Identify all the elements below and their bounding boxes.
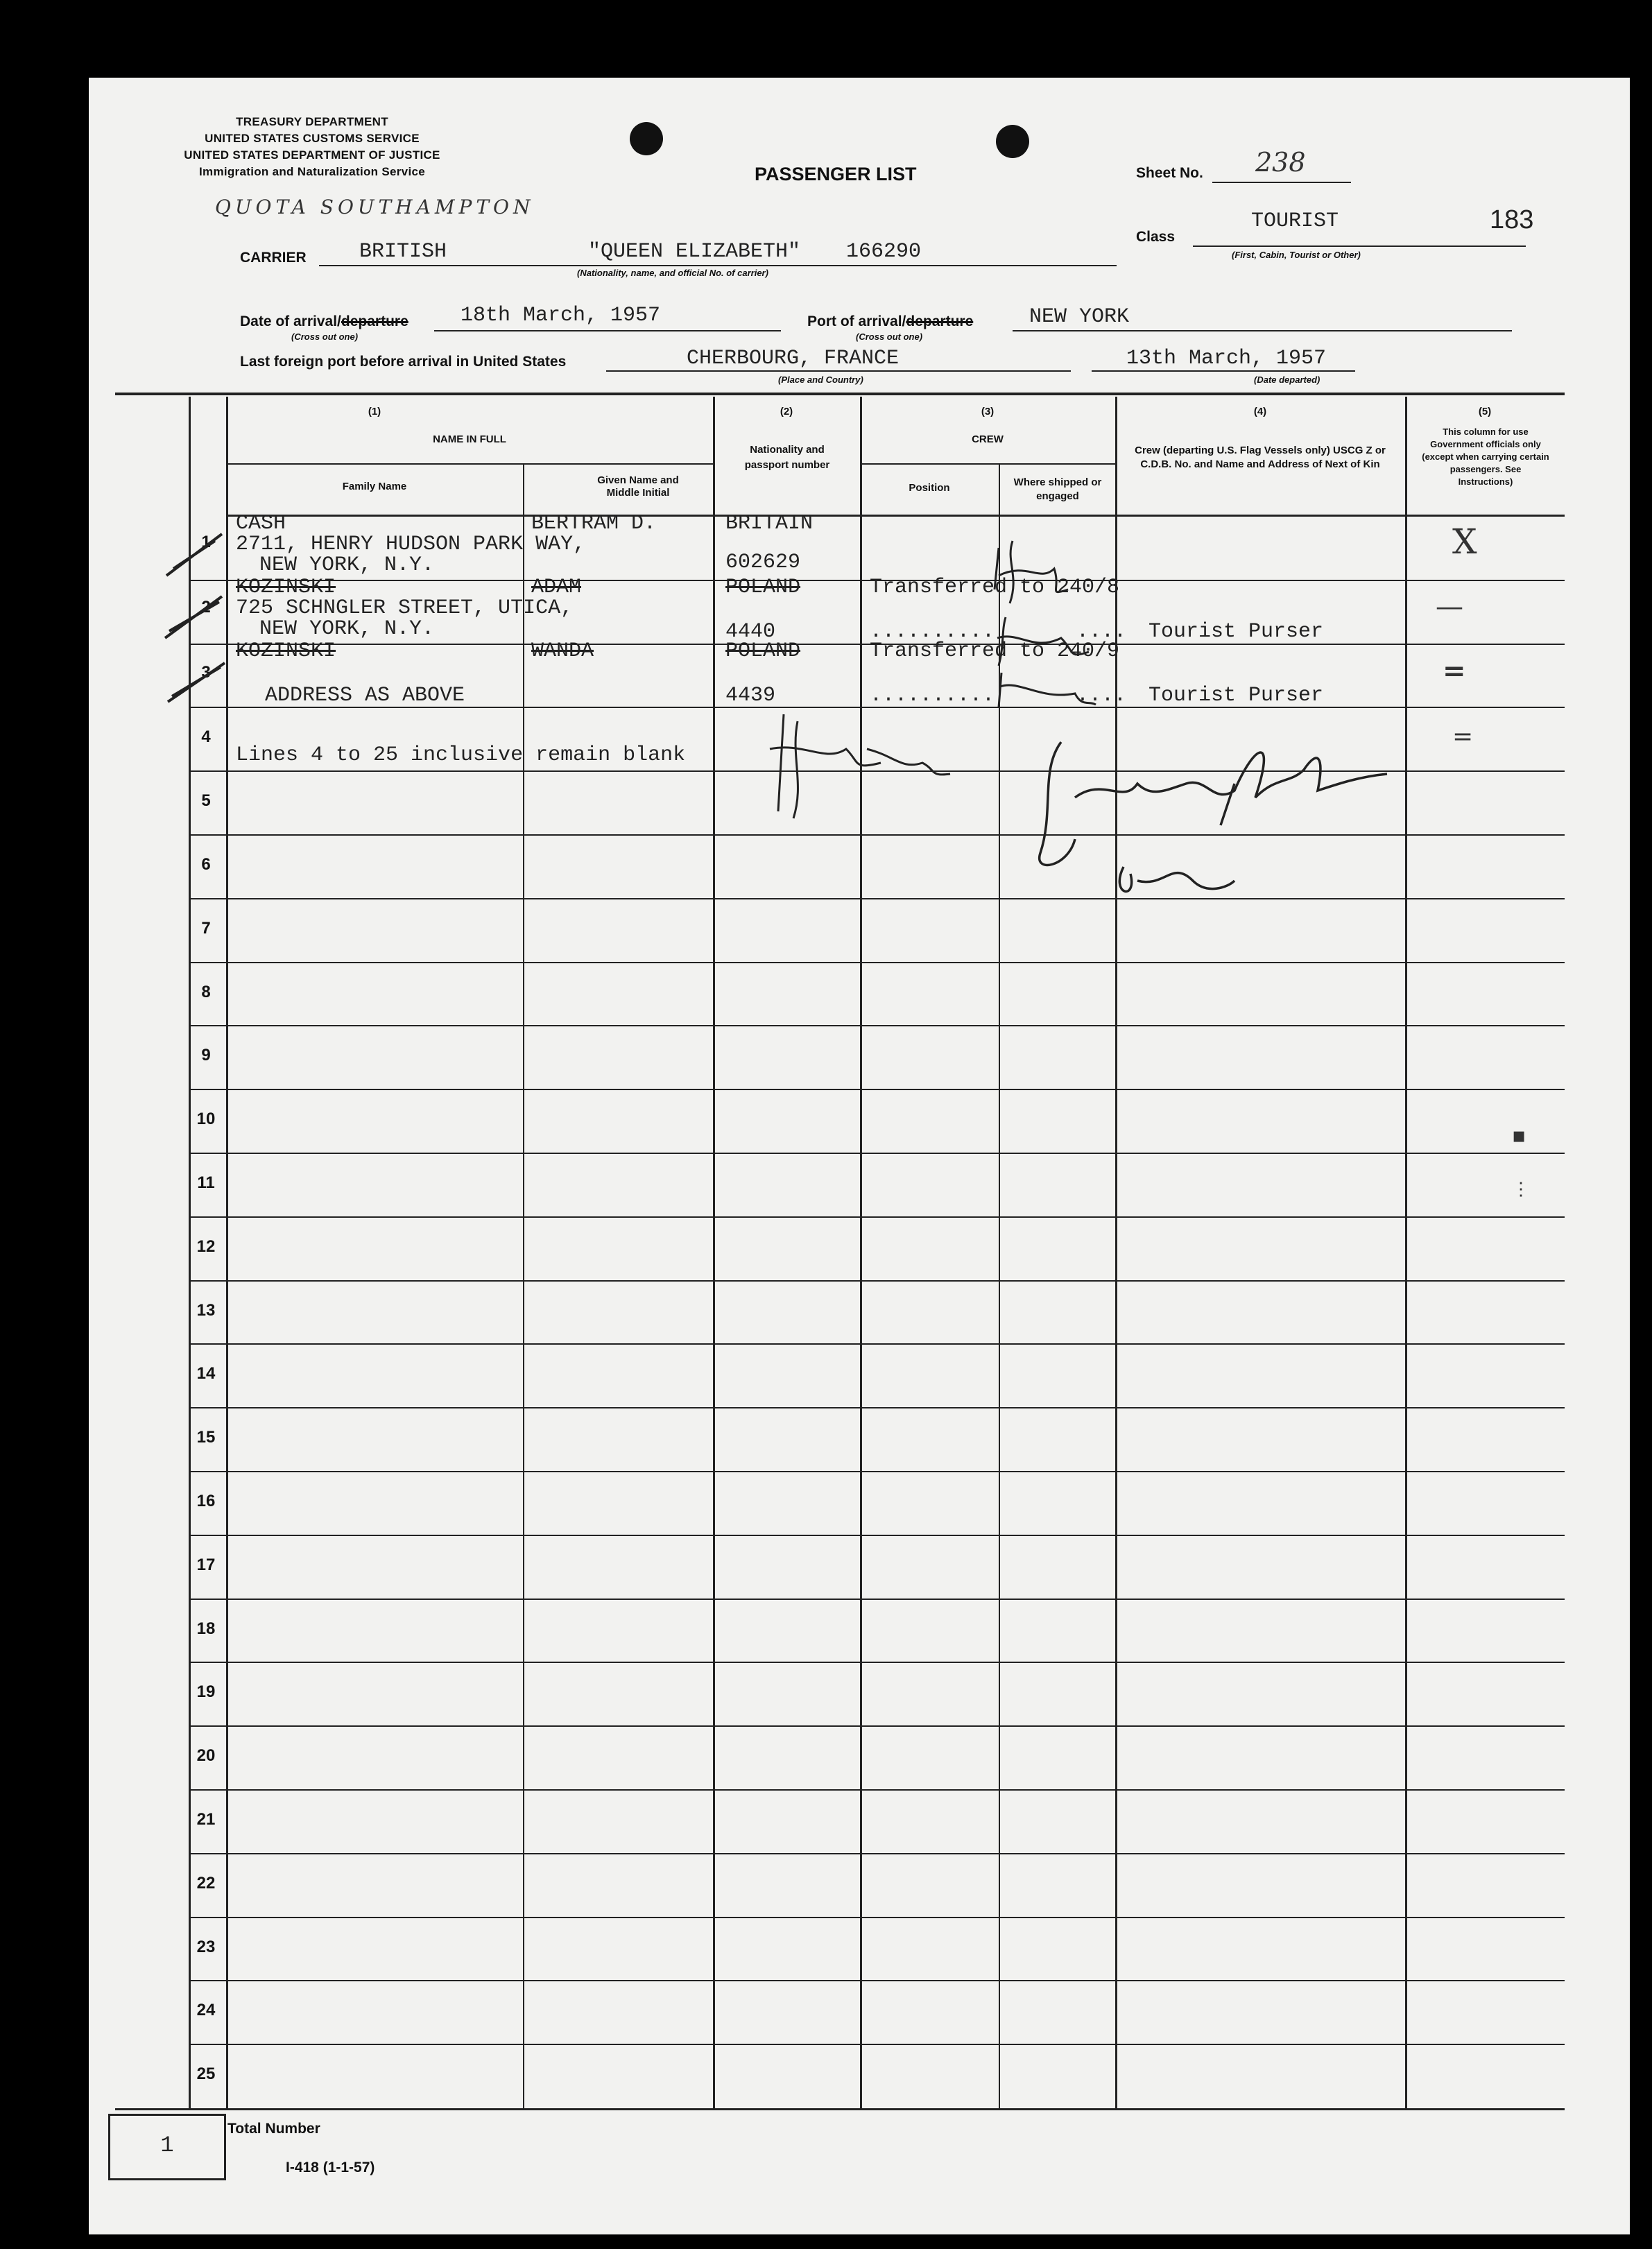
row-divider (189, 1343, 1565, 1345)
agency-line-3: UNITED STATES DEPARTMENT OF JUSTICE (184, 148, 440, 162)
entry3-passport: 4439 (725, 684, 776, 707)
arrival-date-label: Date of arrival/departure (240, 313, 408, 329)
col1-number: (1) (368, 406, 381, 417)
entry1-official-mark: X (1452, 522, 1477, 562)
agency-line-2: UNITED STATES CUSTOMS SERVICE (205, 132, 420, 145)
entry2-position: Transferred to 240/8 (870, 576, 1120, 599)
class-caption: (First, Cabin, Tourist or Other) (1232, 250, 1361, 260)
agency-line-4: Immigration and Naturalization Service (199, 165, 425, 178)
row-divider (189, 1917, 1565, 1918)
entry2-official-mark: — (1436, 591, 1463, 623)
table-top-rule (115, 393, 1565, 395)
form-title: PASSENGER LIST (755, 164, 917, 184)
row-divider (189, 2044, 1565, 2045)
handwritten-initials-col2 (763, 707, 957, 825)
entry3-official-mark: = (1443, 655, 1466, 687)
grid-hline (226, 463, 713, 465)
col1-title: NAME IN FULL (433, 433, 506, 445)
handwritten-quota-note: QUOTA SOUTHAMPTON (215, 196, 535, 218)
entry3-nationality: POLAND (725, 639, 801, 663)
grid-hline (226, 515, 1565, 517)
row-number: 15 (196, 1428, 216, 1447)
departure-date-underline (1092, 370, 1355, 372)
carrier-number: 166290 (846, 240, 922, 264)
class-underline (1193, 245, 1526, 247)
col2-title: Nationality and passport number (744, 444, 830, 471)
col3-title: CREW (972, 433, 1004, 445)
margin-mark: ⋮ (1512, 1179, 1530, 1200)
row-divider (189, 1471, 1565, 1472)
row-number: 14 (196, 1364, 216, 1383)
carrier-name: "QUEEN ELIZABETH" (588, 240, 801, 264)
row-divider (189, 1089, 1565, 1090)
entry1-nationality: BRITAIN (725, 512, 814, 535)
row-number: 7 (201, 919, 211, 938)
entry3-dots: .......... (870, 684, 995, 707)
row-number: 6 (201, 855, 211, 874)
carrier-label: CARRIER (240, 250, 307, 266)
row-number: 22 (196, 1874, 216, 1893)
entry2-dots: .......... (870, 620, 995, 644)
purser-initials-signatures (985, 534, 1103, 714)
last-port-value: CHERBOURG, FRANCE (687, 347, 900, 370)
entry3-address1: ADDRESS AS ABOVE (265, 684, 465, 707)
col-where-shipped: Where shipped or engaged (1013, 476, 1102, 502)
row-number: 16 (196, 1492, 216, 1510)
class-value: TOURIST (1251, 209, 1339, 233)
last-port-caption: (Place and Country) (778, 374, 863, 385)
margin-mark: ▪ (1512, 1123, 1526, 1148)
col4-title: Crew (departing U.S. Flag Vessels only) USCG Z or C.D.B. No. and Name and Address of Next of Kin (1135, 445, 1386, 470)
officer-signature (1026, 714, 1415, 908)
entry2-nationality: POLAND (725, 576, 801, 599)
last-port-label: Last foreign port before arrival in United States (240, 354, 567, 370)
row4-official-mark: = (1452, 723, 1474, 751)
departure-date-value: 13th March, 1957 (1126, 347, 1327, 370)
row-number: 24 (196, 2001, 216, 2019)
row-number: 4 (201, 727, 211, 746)
entry1-address2: NEW YORK, N.Y. (259, 553, 435, 577)
row-number: 10 (196, 1110, 216, 1128)
last-port-underline (606, 370, 1071, 372)
row-number-1: 1 (201, 533, 211, 551)
entry3-given: WANDA (531, 639, 594, 663)
row-number: 21 (196, 1810, 216, 1829)
total-number-label: Total Number (227, 2121, 320, 2137)
col5-title: This column for use Government officials only (except when carrying certain passengers. See Instructions) (1422, 426, 1549, 487)
total-number-box (108, 2114, 226, 2180)
arrival-date-caption: (Cross out one) (291, 331, 359, 342)
sheet-number-label: Sheet No. (1136, 165, 1203, 181)
entry3-dots2: .... (1076, 684, 1127, 707)
row-number: 9 (201, 1046, 211, 1065)
blank-lines-note: Lines 4 to 25 inclusive remain blank (236, 743, 686, 767)
punch-hole-left (630, 122, 663, 155)
entry2-given: ADAM (531, 576, 582, 599)
row-number: 12 (196, 1237, 216, 1256)
row-divider (189, 1025, 1565, 1026)
entry1-given: BERTRAM D. (531, 512, 657, 535)
col5-number: (5) (1478, 406, 1492, 417)
carrier-caption: (Nationality, name, and official No. of carrier) (577, 268, 768, 278)
carrier-underline (319, 265, 1117, 266)
sheet-number-underline (1212, 182, 1351, 183)
entry2-address1: 725 SCHNGLER STREET, UTICA, (236, 596, 574, 620)
row-divider (189, 1407, 1565, 1408)
entry1-family: CASH (236, 512, 286, 535)
sheet-number-value: 238 (1255, 147, 1306, 178)
entry3-purser: Tourist Purser (1148, 684, 1324, 707)
agency-line-1: TREASURY DEPARTMENT (236, 115, 388, 128)
departure-date-caption: (Date departed) (1254, 374, 1320, 385)
grid-hline (860, 463, 1115, 465)
col3-number: (3) (981, 406, 995, 417)
arrival-date-value: 18th March, 1957 (461, 304, 661, 327)
agency-header (146, 114, 479, 180)
col4-number: (4) (1253, 406, 1267, 417)
entry3-position: Transferred to 240/9 (870, 639, 1120, 663)
row-divider (189, 962, 1565, 963)
entry3-family: KOZINSKI (236, 639, 336, 663)
page-number: 183 (1490, 205, 1534, 234)
row-divider (189, 1153, 1565, 1154)
row-number: 20 (196, 1746, 216, 1765)
entry2-purser: Tourist Purser (1148, 620, 1324, 644)
row-divider (189, 1216, 1565, 1218)
row-number: 18 (196, 1619, 216, 1638)
table-bottom-rule (115, 2108, 1565, 2110)
entry1-passport: 602629 (725, 551, 801, 574)
entry2-family: KOZINSKI (236, 576, 336, 599)
row-number: 25 (196, 2065, 216, 2083)
row-number-2: 2 (201, 598, 211, 617)
col2-number: (2) (780, 406, 793, 417)
crossed-row-numbers-marks (153, 527, 229, 707)
row-divider (189, 1789, 1565, 1791)
row-number: 19 (196, 1682, 216, 1701)
total-number-value: 1 (160, 2132, 174, 2158)
row-number: 23 (196, 1938, 216, 1956)
row-divider (189, 1662, 1565, 1663)
col-family-name: Family Name (342, 481, 407, 492)
row-number: 5 (201, 791, 211, 810)
row-number: 17 (196, 1556, 216, 1574)
grid-vline (523, 463, 524, 2110)
document-page (89, 78, 1630, 2234)
punch-hole-right (996, 125, 1029, 158)
entry2-dots2: .... (1076, 620, 1127, 644)
class-label: Class (1136, 229, 1176, 245)
col-position: Position (909, 482, 950, 494)
row-divider (189, 1535, 1565, 1536)
row-divider (189, 1725, 1565, 1727)
form-id: I-418 (1-1-57) (286, 2160, 375, 2175)
carrier-nationality: BRITISH (359, 240, 447, 264)
row-divider (189, 1853, 1565, 1854)
row-number: 11 (197, 1173, 215, 1192)
port-value: NEW YORK (1029, 305, 1130, 329)
port-label: Port of arrival/departure (807, 313, 974, 329)
entry1-address1: 2711, HENRY HUDSON PARK WAY, (236, 533, 586, 556)
port-caption: (Cross out one) (856, 331, 923, 342)
entry2-passport: 4440 (725, 620, 776, 644)
port-underline (1013, 330, 1512, 331)
row-number: 13 (196, 1301, 216, 1320)
row-divider (189, 1980, 1565, 1981)
entry2-address2: NEW YORK, N.Y. (259, 617, 435, 641)
row-number: 8 (201, 983, 211, 1001)
row-divider (189, 1280, 1565, 1282)
arrival-date-underline (434, 330, 781, 331)
row-number-3: 3 (201, 663, 211, 682)
row-divider (189, 1599, 1565, 1600)
col-given-name: Given Name and Middle Initial (597, 474, 679, 499)
